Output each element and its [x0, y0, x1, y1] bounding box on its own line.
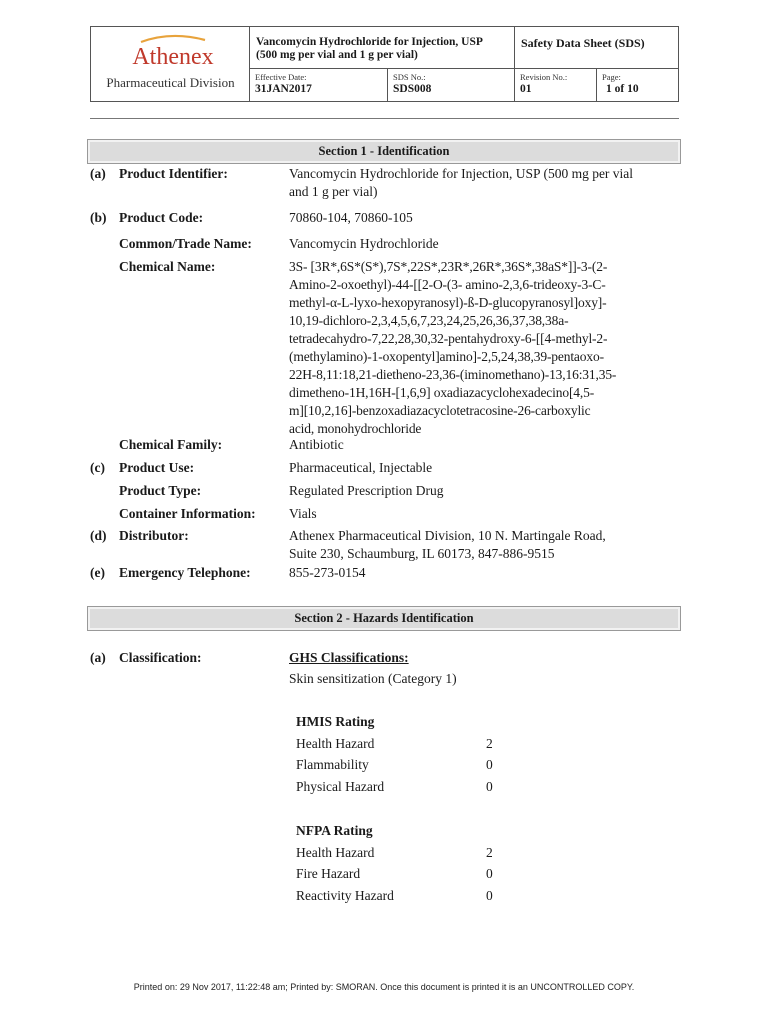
product-title-line1: Vancomycin Hydrochloride for Injection, USP — [256, 36, 483, 48]
effective-date-label: Effective Date: — [255, 72, 307, 82]
rating-line — [296, 863, 516, 885]
chemical-name-line: m][10,2,16]-benzoxadiazacyclotetracosine-26-carboxylic — [289, 403, 591, 418]
rating-name: Reactivity Hazard — [296, 887, 394, 903]
row-letter: (b) — [90, 210, 107, 225]
rating-name: Health Hazard — [296, 844, 375, 860]
sds-no-label: SDS No.: — [393, 72, 426, 82]
field-value — [289, 165, 684, 201]
chemical-name-line: dimetheno-1H,16H-[1,6,9] oxadiazacyclohexadecino[4,5- — [289, 385, 595, 400]
row-letter: (a) — [90, 650, 106, 665]
effective-date-value: 31JAN2017 — [255, 83, 312, 95]
rating-value: 0 — [486, 757, 493, 772]
chemical-name-line: (methylamino)-1-oxopentyl]amino]-2,5,24,38,39-pentaoxo- — [289, 349, 604, 364]
field-label: Common/Trade Name: — [119, 236, 252, 251]
section1-title: Section 1 - Identification — [88, 140, 680, 163]
product-title — [250, 27, 515, 69]
document-header — [90, 26, 679, 102]
rating-line — [296, 776, 516, 798]
field-label: Chemical Name: — [119, 259, 216, 274]
rating-line — [296, 754, 516, 776]
rating-line — [296, 733, 516, 755]
revision-value: 01 — [520, 83, 532, 95]
field-label: Classification: — [119, 650, 202, 665]
print-footer: Printed on: 29 Nov 2017, 11:22:48 am; Printed by: SMORAN. Once this document is printed it is an UNCONTROLLED COPY. — [133, 982, 635, 992]
chemical-name-line: acid, monohydrochloride — [289, 421, 422, 436]
value-line: Vancomycin Hydrochloride for Injection, USP (500 mg per vial — [289, 166, 634, 181]
revision-cell — [515, 69, 597, 101]
page-cell — [597, 69, 679, 101]
rating-value: 0 — [486, 866, 493, 881]
chemical-name-line: tetradecahydro-7,22,28,30,32-pentahydroxy-6-[[4-methyl-2- — [289, 331, 608, 346]
logo-cell — [91, 27, 250, 101]
field-value — [289, 649, 684, 688]
athenex-logo — [123, 33, 223, 69]
chemical-name-line: 3S- [3R*,6S*(S*),7S*,22S*,23R*,26R*,36S*,38aS*]]-3-(2- — [289, 259, 608, 274]
page-label: Page: — [602, 72, 621, 82]
header-divider — [90, 118, 679, 119]
hmis-rating — [296, 711, 516, 797]
effective-date-cell — [250, 69, 388, 101]
field-value — [289, 527, 684, 563]
value-line: Athenex Pharmaceutical Division, 10 N. Martingale Road, — [289, 528, 606, 543]
product-title-line2: (500 mg per vial and 1 g per vial) — [256, 49, 418, 61]
rating-value: 0 — [486, 778, 493, 794]
chemical-name-line: 10,19-dichloro-2,3,4,5,6,7,23,24,25,26,36,37,38,38a- — [289, 313, 569, 328]
rating-line — [296, 842, 516, 864]
chemical-name-value — [289, 258, 684, 438]
field-value: Vials — [289, 506, 317, 521]
field-label: Distributor: — [119, 528, 189, 543]
field-value: 855-273-0154 — [289, 565, 366, 580]
field-value: Pharmaceutical, Injectable — [289, 460, 433, 475]
rating-name: Physical Hazard — [296, 778, 385, 794]
rating-value: 0 — [486, 887, 493, 903]
ghs-value: Skin sensitization (Category 1) — [289, 671, 457, 686]
brand-name: Athenex — [132, 44, 214, 69]
field-value: Antibiotic — [289, 437, 344, 452]
hmis-title: HMIS Rating — [296, 714, 375, 729]
nfpa-title: NFPA Rating — [296, 823, 373, 838]
field-value: Vancomycin Hydrochloride — [289, 236, 439, 251]
value-line: Suite 230, Schaumburg, IL 60173, 847-886-9515 — [289, 546, 555, 561]
sds-no-cell — [388, 69, 515, 101]
field-label: Emergency Telephone: — [119, 565, 251, 580]
section2-title: Section 2 - Hazards Identification — [88, 607, 680, 630]
field-value: Regulated Prescription Drug — [289, 483, 444, 498]
nfpa-rating — [296, 820, 516, 906]
row-letter: (d) — [90, 528, 107, 543]
rating-name: Health Hazard — [296, 735, 375, 751]
chemical-name-line: Amino-2-oxoethyl)-44-[[2-O-(3- amino-2,3,6-trideoxy-3-C- — [289, 277, 606, 292]
field-value: 70860-104, 70860-105 — [289, 210, 413, 225]
rating-value: 2 — [486, 735, 493, 751]
page-value: 1 of 10 — [606, 83, 639, 95]
sds-no-value: SDS008 — [393, 83, 432, 95]
ghs-heading: GHS Classifications: — [289, 650, 409, 665]
chemical-name-line: 22H-8,11:18,21-dietheno-23,36-(iminomethano)-13,16:31,35- — [289, 367, 617, 382]
value-line: and 1 g per vial) — [289, 184, 378, 199]
rating-value: 2 — [486, 844, 493, 860]
division-name: Pharmaceutical Division — [106, 75, 235, 90]
field-label: Product Code: — [119, 210, 204, 225]
field-label: Product Identifier: — [119, 166, 228, 181]
revision-label: Revision No.: — [520, 72, 568, 82]
field-label: Product Use: — [119, 460, 195, 475]
chemical-name-line: methyl-α-L-lyxo-hexopyranosyl)-ß-D-glucopyranosyl]oxy]- — [289, 295, 607, 310]
rating-name: Fire Hazard — [296, 866, 361, 881]
field-label: Chemical Family: — [119, 437, 223, 452]
row-letter: (c) — [90, 460, 105, 475]
doc-type: Safety Data Sheet (SDS) — [515, 27, 679, 69]
field-label: Container Information: — [119, 506, 256, 521]
row-letter: (a) — [90, 166, 106, 181]
row-letter: (e) — [90, 565, 105, 580]
rating-name: Flammability — [296, 757, 369, 772]
field-label: Product Type: — [119, 483, 202, 498]
rating-line — [296, 885, 516, 907]
